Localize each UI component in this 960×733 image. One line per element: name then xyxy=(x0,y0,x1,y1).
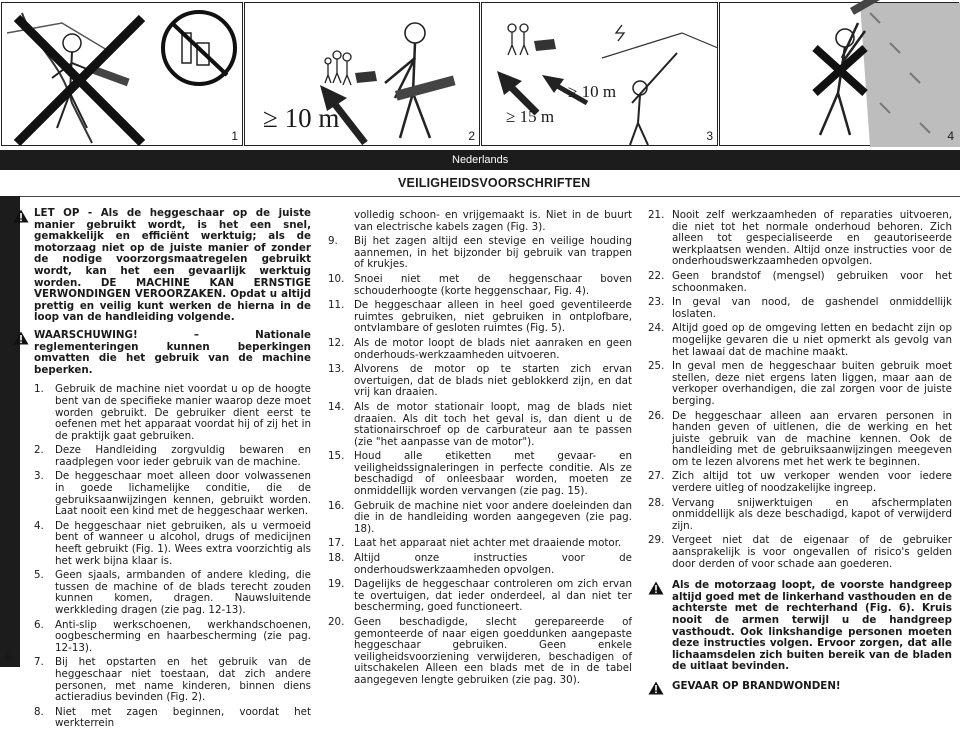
warning-grip-text: Als de motorzaag loopt, de voorste handgreep altijd goed met de linkerhand vasthouden en de achterste met de rechterhand (Fig. 6). Kruis nooit de armen terwijl u de handgreep vasthoudt. Ook linkshandige personen moeten deze instructies volgen. Ervoor zorgen, dat alle lichaamsdelen zich buiten bereik van de bladen de uitlaat bevinden. xyxy=(672,579,952,673)
language-bar xyxy=(0,150,960,170)
figure-1-label: 1 xyxy=(231,129,238,143)
rules-list-3 xyxy=(648,210,952,570)
warning-regulations-text: WAARSCHUWING! – Nationale reglementeringen kunnen beperkingen omvatten die het gebruik van de machine beperken. xyxy=(34,328,311,376)
list-item: 20. Geen beschadigde, slecht gerepareerde of gemonteerde of naar eigen goeddunken aangepaste heggeschaar gebruiken. Geen enkele veiligheidsvoorziening verwijderen, beschadigen of uitschakelen Alleen een blads met de in de tabel aangegeven lengte gebruiken (zie pag. 30). xyxy=(328,616,632,686)
figure-2 xyxy=(244,2,480,146)
list-item: 17. Laat het apparaat niet achter met draaiende motor. xyxy=(328,537,622,550)
continued-text: volledig schoon- en vrijgemaakt is. Niet in de buurt van electrische kabels zagen (Fig. 3). xyxy=(354,209,632,233)
list-item: 3. De heggeschaar moet alleen door volwassenen in goede lichamelijke conditie, die de gebruiksaanwijzingen kennen, gebruikt worden. Laat nooit een kind met de heggeschaar werken. xyxy=(34,470,311,518)
list-item: 6. Anti-slip werkschoenen, werkhandschoenen, oogbescherming en haarbescherming (zie pag. 12-13). xyxy=(34,618,311,654)
list-item: 12. Als de motor loopt de blads niet aanraken en geen onderhouds-werkzaamheden uitvoeren. xyxy=(328,336,632,361)
list-item: 24. Altijd goed op de omgeving letten en bedacht zijn op mogelijke gevaren die u niet opmerkt als gevolg van het lawaai dat de machine maakt. xyxy=(648,322,952,358)
list-item: 26. De heggeschaar alleen aan ervaren personen in handen geven of uitlenen, die de werking en het juiste gebruik van de machine kennen. Ook de handleiding met de gebruiksaanwijzingen meegeven om te lezen alvorens met het werk te beginnen. xyxy=(648,409,952,468)
figure-1-illustration xyxy=(2,3,244,147)
warning-icon xyxy=(13,209,29,223)
warning-icon xyxy=(648,581,664,595)
figure-4 xyxy=(719,2,959,146)
warning-grip xyxy=(648,580,952,673)
list-item: 25. In geval men de heggeschaar buiten gebruik moet stellen, deze niet ergens laten liggen, maar aan de verkoper overhandigen, die zal zorgen voor de juiste berging. xyxy=(648,360,952,407)
list-item: 19. Dagelijks de heggeschaar controleren om zich ervan te overtuigen, dat ieder onderdeel, al dan niet ter bescherming, goed functioneert. xyxy=(328,578,632,614)
warning-icon xyxy=(13,331,29,345)
language-label: Nederlands xyxy=(452,154,509,166)
list-item: 27. Zich altijd tot uw verkoper wenden voor iedere verdere uitleg of noodzakelijke ingreep. xyxy=(648,470,952,495)
list-item: 22. Geen brandstof (mengsel) gebruiken voor het schoonmaken. xyxy=(648,269,952,294)
list-item: 8. Niet met zagen beginnen, voordat het werkterrein xyxy=(34,705,311,730)
list-item: 10. Snoei niet met de heggenschaar boven schouderhoogte (korte heggenschaar, Fig. 4). xyxy=(328,272,632,297)
figure-3-label: 3 xyxy=(706,129,713,143)
rules-list-2 xyxy=(328,236,632,686)
distance-label: ≥ 10 m xyxy=(568,82,617,101)
column-2 xyxy=(328,210,632,690)
list-item: 21. Nooit zelf werkzaamheden of reparaties uitvoeren, die niet tot het normale onderhoud behoren. Zich alleen tot gespecialiseerde en geautoriseerde werkplaatsen wenden. Altijd onze instructies voor de onderhoudswerkzaamheden opvolgen. xyxy=(648,209,952,268)
figure-4-label: 4 xyxy=(947,129,954,143)
distance-label: ≥ 15 m xyxy=(506,107,555,126)
rules-list-1 xyxy=(13,384,311,730)
warning-intro xyxy=(13,208,311,324)
page-number: 6 xyxy=(5,650,12,664)
column-1 xyxy=(13,208,311,733)
section-title: VEILIGHEIDSVOORSCHRIFTEN xyxy=(398,176,591,190)
list-item: 15. Houd alle etiketten met gevaar- en veiligheidssignaleringen in perfecte conditie. Als ze beschadigd of onleesbaar worden, moeten ze onmiddellijk worden vervangen (zie pag. 15). xyxy=(328,450,632,498)
list-item: 5. Geen sjaals, armbanden of andere kleding, die tussen de machine of de blads terecht zouden kunnen komen, dragen. Nauwsluitende werkkleding dragen (zie pag. 12-13). xyxy=(34,569,311,616)
distance-label: ≥ 10 m xyxy=(263,103,340,133)
list-item: 7. Bij het opstarten en het gebruik van de heggeschaar niet toestaan, dat zich andere personen, met name kinderen, binnen diens actieradius bevinden (Fig. 2). xyxy=(34,656,311,704)
list-item: 16. Gebruik de machine niet voor andere doeleinden dan die in de handleiding worden aangegeven (zie pag. 18). xyxy=(328,499,632,535)
list-item: 1. Gebruik de machine niet voordat u op de hoogte bent van de specifieke manier waarop deze moet worden gebruikt. De gebruiker dient eerst te oefenen met het apparaat voordat hij of zij het in de praktijk gaat gebruiken. xyxy=(34,383,311,442)
list-item: 18. Altijd onze instructies voor de onderhoudswerkzaamheden opvolgen. xyxy=(328,552,632,576)
figure-3 xyxy=(481,2,718,146)
warning-burn-text: GEVAAR OP BRANDWONDEN! xyxy=(672,679,841,692)
list-item: 23. In geval van nood, de gashendel onmiddellijk loslaten. xyxy=(648,296,952,320)
warning-regulations xyxy=(13,330,311,376)
figure-1 xyxy=(1,2,243,146)
list-item: 29. Vergeet niet dat de eigenaar of de gebruiker aansprakelijk is voor ongevallen of risico's gelden door derden of voor schade aan goederen. xyxy=(648,534,952,570)
list-item: 9. Bij het zagen altijd een stevige en veilige houding aannemen, in het bijzonder bij gebruik van trappen of krukjes. xyxy=(328,235,632,271)
list-item: 4. De heggeschaar niet gebruiken, als u vermoeid bent of wanneer u alcohol, drugs of medicijnen heeft gebruikt (Fig. 1). Wees extra voorzichtig als het werk bijna klaar is. xyxy=(34,519,311,567)
title-divider xyxy=(20,196,960,197)
list-item: 13. Alvorens de motor op te starten zich ervan overtuigen, dat de blads niet geblokkerd zijn, en dat vrij kan draaien. xyxy=(328,363,632,399)
list-item: 11. De heggeschaar alleen in heel goed geventileerde ruimtes gebruiken, niet gebruiken in ontplofbare, ontvlambare of gesloten ruimtes (Fig. 5). xyxy=(328,299,632,335)
warning-burn xyxy=(648,681,952,693)
figure-4-illustration xyxy=(720,3,960,147)
list-item: 14. Als de motor stationair loopt, mag de blads niet draaien. Als dit toch het geval is, dan dient u de stationairschroef op de carburateur aan te passen (zie "het aanpasse van de motor"). xyxy=(328,400,632,448)
warning-intro-text: LET OP - Als de heggeschaar op de juiste manier gebruikt wordt, is het een snel, gemakkelijk en efficiënt werktuig; als de motorzaag niet op de juiste manier of zonder de nodige voorzorgsmaatregelen gebruikt wordt, kan het een gevaarlijk werktuig worden. DE MACHINE KAN ERNSTIGE VERWONDINGEN VEROORZAKEN. Opdat u altijd prettig en veilig kunt werken de hierna in de loop van de handleiding volgende. xyxy=(34,207,311,324)
list-item: 2. Deze Handleiding zorgvuldig bewaren en raadplegen voor ieder gebruik van de machine. xyxy=(34,444,311,468)
column-3 xyxy=(648,210,952,699)
list-item: 28. Vervang snijwerktuigen en afschermplaten onmiddellijk als deze beschadigd, kapot of verwijderd zijn. xyxy=(648,496,952,532)
figure-2-label: 2 xyxy=(468,129,475,143)
warning-icon xyxy=(648,681,664,695)
